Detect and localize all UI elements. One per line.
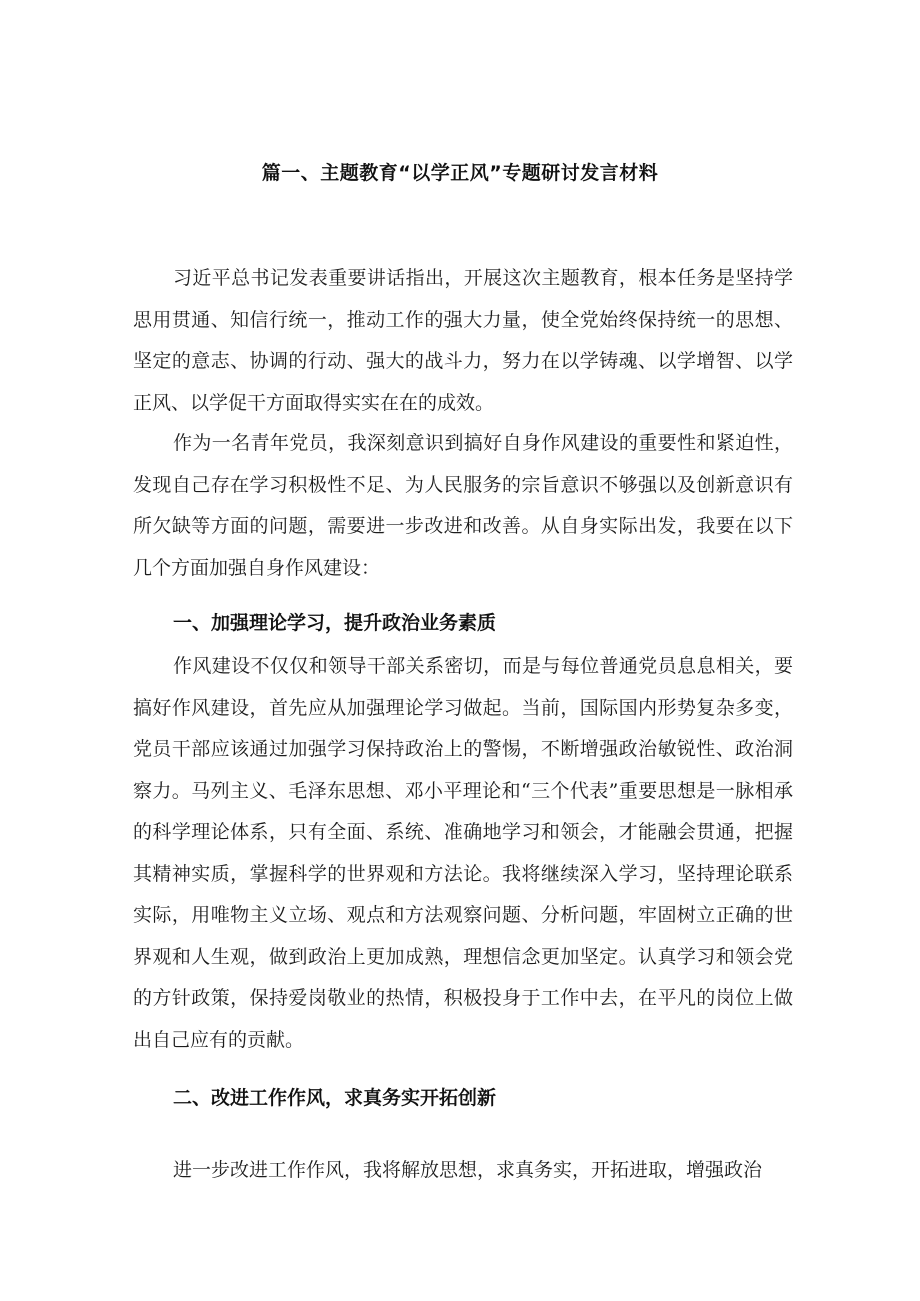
paragraph-theory-study: 作风建设不仅仅和领导干部关系密切，而是与每位普通党员息息相关，要搞好作风建设，首先应从加强理论学习做起。当前，国际国内形势复杂多变，党员干部应该通过加强学习保持政治上的警惕，不断增强政治敏锐性、政治洞察力。马列主义、毛泽东思想、邓小平理论和“三个代表”重要思想是一脉相承的科学理论体系，只有全面、系统、准确地学习和领会，才能融会贯通，把握其精神实质，掌握科学的世界观和方法论。我将继续深入学习，坚持理论联系实际，用唯物主义立场、观点和方法观察问题、分析问题，牢固树立正确的世界观和人生观，做到政治上更加成熟，理想信念更加坚定。认真学习和领会党的方针政策，保持爱岗敬业的热情，积极投身于工作中去，在平凡的岗位上做出自己应有的贡献。 [133,655,793,1051]
document-title: 篇一、主题教育“以学正风”专题研讨发言材料 [261,162,659,184]
section-heading-1: 一、加强理论学习，提升政治业务素质 [173,612,497,634]
paragraph-intro: 习近平总书记发表重要讲话指出，开展这次主题教育，根本任务是坚持学思用贯通、知信行统一，推动工作的强大力量，使全党始终保持统一的思想、坚定的意志、协调的行动、强大的战斗力，努力在以学铸魂、以学增智、以学正风、以学促干方面取得实实在在的成效。 [133,267,793,414]
paragraph-self-reflection: 作为一名青年党员，我深刻意识到搞好自身作风建设的重要性和紧迫性，发现自己存在学习积极性不足、为人民服务的宗旨意识不够强以及创新意识有所欠缺等方面的问题，需要进一步改进和改善。从自身实际出发，我要在以下几个方面加强自身作风建设： [133,432,793,579]
section-heading-2: 二、改进工作作风，求真务实开拓创新 [173,1087,497,1109]
paragraph-work-style: 进一步改进工作作风，我将解放思想，求真务实，开拓进取，增强政治 [173,1159,763,1181]
